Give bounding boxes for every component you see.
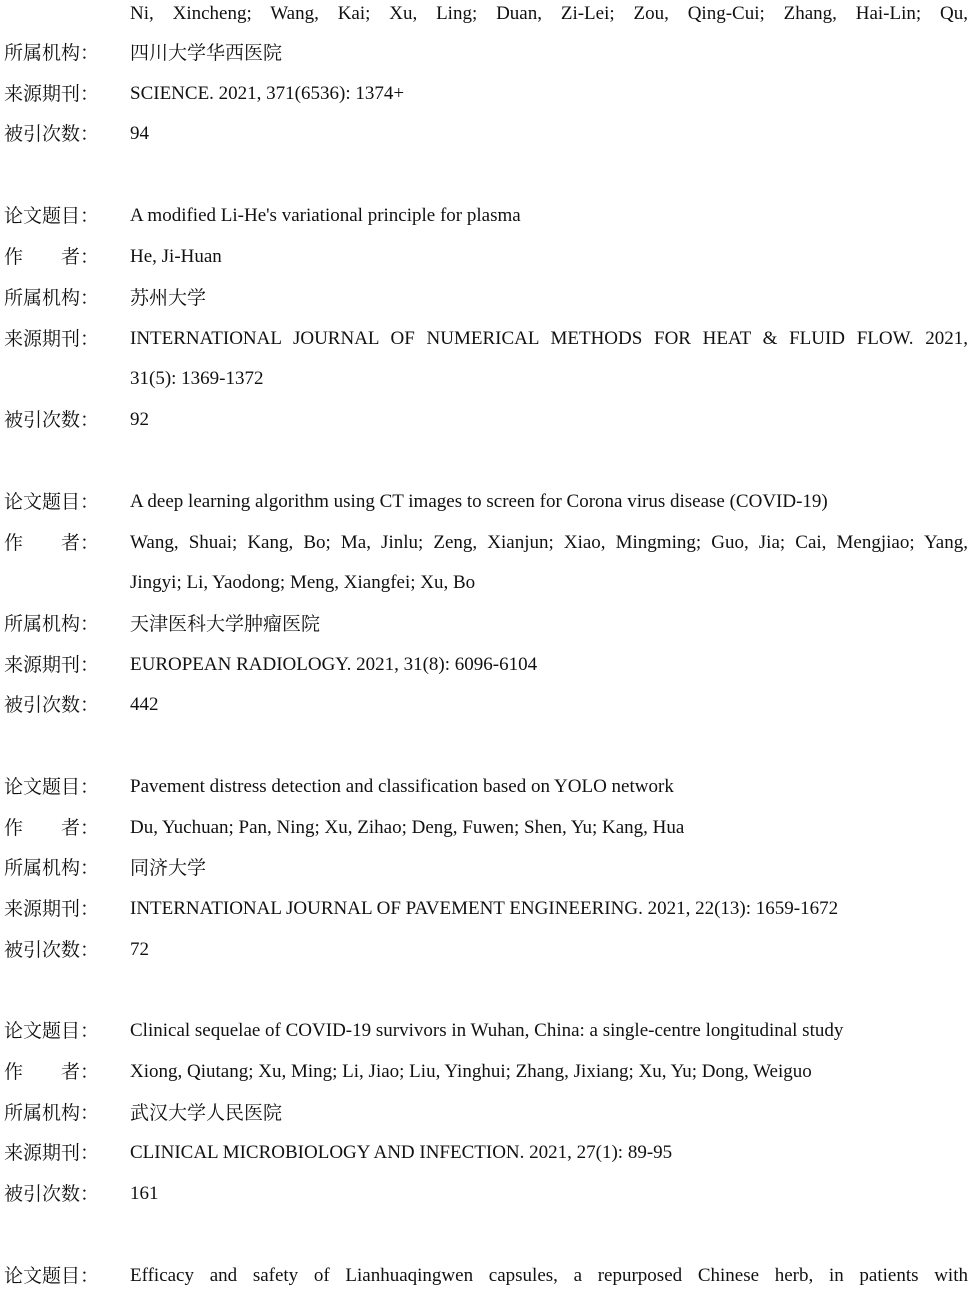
paper-journal-row — [0, 889, 974, 929]
authors-value: Xiong, Qiutang; Xu, Ming; Li, Jiao; Liu, Yinghui; Zhang, Jixiang; Xu, Yu; Dong, Weiguo — [130, 1061, 812, 1082]
citations-label: 被引次数： — [4, 1183, 100, 1205]
institution-label: 所属机构： — [4, 613, 100, 635]
title-value: A modified Li-He's variational principle for plasma — [130, 205, 521, 226]
title-value: Pavement distress detection and classification based on YOLO network — [130, 776, 674, 797]
institution-label: 所属机构： — [4, 857, 100, 879]
title-label: 论文题目： — [4, 776, 100, 798]
authors-value-line2: Jingyi; Li, Yaodong; Meng, Xiangfei; Xu, Bo — [130, 572, 476, 593]
citations-label: 被引次数： — [4, 409, 100, 431]
author-label: 作 者： — [4, 817, 100, 839]
citations-label: 被引次数： — [4, 939, 100, 961]
paper-authors-row — [0, 523, 974, 563]
institution-value: 武汉大学人民医院 — [130, 1102, 283, 1124]
paper-authors-row — [0, 808, 974, 848]
citations-label: 被引次数： — [4, 123, 100, 145]
institution-label: 所属机构： — [4, 42, 100, 64]
journal-value: INTERNATIONAL JOURNAL OF PAVEMENT ENGINEERING. 2021, 22(13): 1659-1672 — [130, 898, 839, 919]
title-label: 论文题目： — [4, 1020, 100, 1042]
journal-value: INTERNATIONAL JOURNAL OF NUMERICAL METHODS FOR HEAT & FLUID FLOW. 2021, — [130, 328, 968, 349]
citations-label: 被引次数： — [4, 694, 100, 716]
paper-journal-row — [0, 645, 974, 685]
paper-citations-row — [0, 1174, 974, 1214]
paper-journal-row — [0, 319, 974, 359]
author-label: 作 者： — [4, 1061, 100, 1083]
title-value: A deep learning algorithm using CT images to screen for Corona virus disease (COVID-19) — [130, 491, 828, 512]
citations-value: 92 — [130, 409, 149, 430]
paper-title-row — [0, 1011, 974, 1051]
paper-journal-continued — [0, 359, 974, 399]
citations-value: 72 — [130, 939, 149, 960]
paper-authors-row — [0, 237, 974, 277]
authors-value: Du, Yuchuan; Pan, Ning; Xu, Zihao; Deng, Fuwen; Shen, Yu; Kang, Hua — [130, 817, 685, 838]
citations-value: 94 — [130, 123, 149, 144]
authors-value: Wang, Shuai; Kang, Bo; Ma, Jinlu; Zeng, Xianjun; Xiao, Mingming; Guo, Jia; Cai, Mengjiao; Yang, — [130, 532, 968, 553]
paper-journal-row — [0, 1133, 974, 1173]
authors-value: He, Ji-Huan — [130, 246, 222, 267]
title-label: 论文题目： — [4, 205, 100, 227]
title-value: Clinical sequelae of COVID-19 survivors in Wuhan, China: a single-centre longitudinal study — [130, 1020, 844, 1041]
title-label: 论文题目： — [4, 491, 100, 513]
institution-value: 苏州大学 — [130, 287, 207, 309]
paper-institution-row — [0, 1093, 974, 1133]
title-value: Efficacy and safety of Lianhuaqingwen capsules, a repurposed Chinese herb, in patients with — [130, 1265, 968, 1286]
citations-value: 442 — [130, 694, 159, 715]
paper-institution-row — [0, 604, 974, 644]
record-journal — [0, 74, 974, 114]
journal-label: 来源期刊： — [4, 328, 100, 350]
citations-value: 161 — [130, 1183, 159, 1204]
author-label: 作 者： — [4, 246, 100, 268]
paper-authors-continued — [0, 563, 974, 603]
institution-value: 同济大学 — [130, 857, 207, 879]
paper-institution-row — [0, 278, 974, 318]
journal-value-line2: 31(5): 1369-1372 — [130, 368, 264, 389]
paper-citations-row — [0, 930, 974, 970]
paper-citations-row — [0, 400, 974, 440]
journal-value: EUROPEAN RADIOLOGY. 2021, 31(8): 6096-6104 — [130, 654, 538, 675]
record-institution — [0, 33, 974, 73]
paper-title-row — [0, 196, 974, 236]
title-label: 论文题目： — [4, 1265, 100, 1287]
paper-title-row — [0, 767, 974, 807]
institution-label: 所属机构： — [4, 287, 100, 309]
paper-citations-row — [0, 685, 974, 725]
journal-label: 来源期刊： — [4, 83, 100, 105]
author-label: 作 者： — [4, 532, 100, 554]
journal-label: 来源期刊： — [4, 898, 100, 920]
paper-title-row — [0, 482, 974, 522]
paper-authors-row — [0, 1052, 974, 1092]
record-citations — [0, 114, 974, 154]
paper-institution-row — [0, 848, 974, 888]
institution-value: 四川大学华西医院 — [130, 42, 283, 64]
authors-value: Ni, Xincheng; Wang, Kai; Xu, Ling; Duan, Zi-Lei; Zou, Qing-Cui; Zhang, Hai-Lin; Qu, — [130, 3, 968, 24]
journal-value: CLINICAL MICROBIOLOGY AND INFECTION. 2021, 27(1): 89-95 — [130, 1142, 673, 1163]
paper-title-row — [0, 1256, 974, 1296]
journal-label: 来源期刊： — [4, 1142, 100, 1164]
journal-value: SCIENCE. 2021, 371(6536): 1374+ — [130, 83, 405, 104]
record-authors-continued — [0, 0, 974, 34]
institution-value: 天津医科大学肿瘤医院 — [130, 613, 321, 635]
institution-label: 所属机构： — [4, 1102, 100, 1124]
journal-label: 来源期刊： — [4, 654, 100, 676]
